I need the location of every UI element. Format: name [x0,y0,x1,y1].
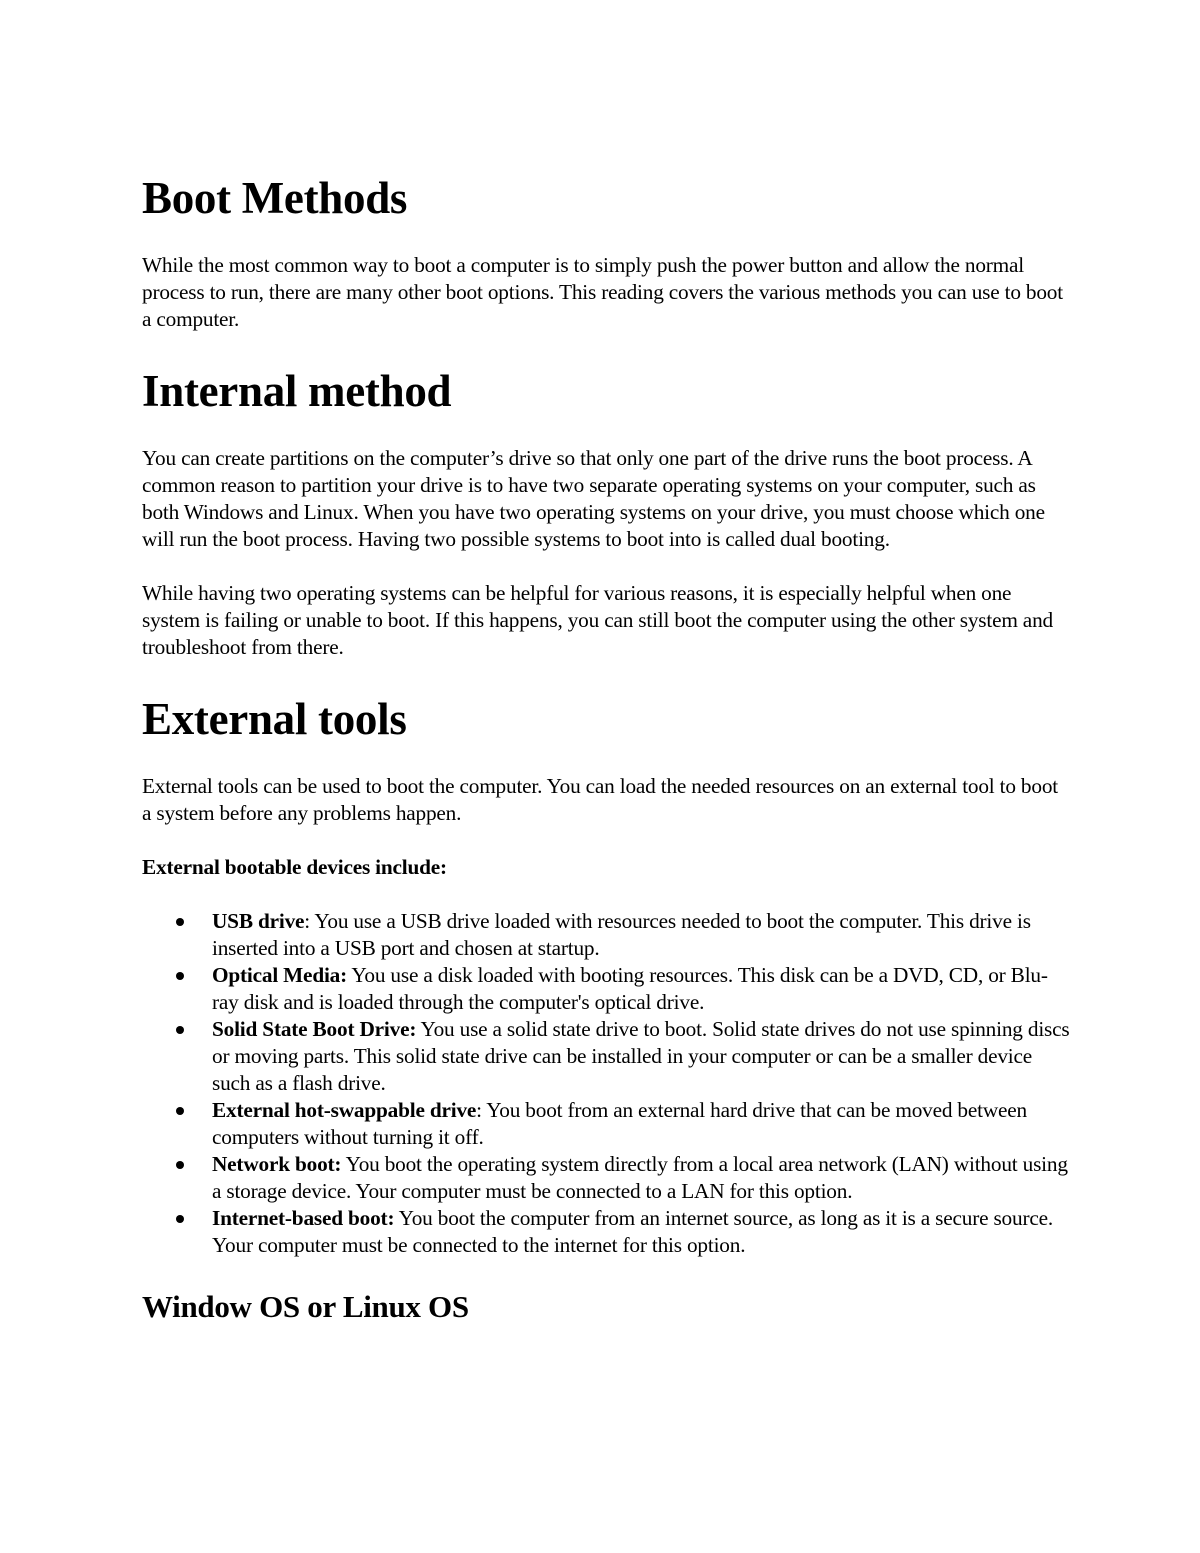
heading-window-os-or-linux-os: Window OS or Linux OS [142,1289,469,1324]
heading-internal-method: Internal method [142,366,452,416]
list-item-term: Internet-based boot: [212,1206,395,1230]
list-item-usb-drive [142,908,1072,962]
subheading-external-bootable-devices: External bootable devices include: [142,855,447,879]
bullet-icon [176,1026,184,1034]
paragraph-internal-method-2: While having two operating systems can be helpful for various reasons, it is especially helpful when one system is failing or unable to boot. If this happens, you can still boot the computer using the other system and troubleshoot from there. [142,581,1053,659]
paragraph-external-tools: External tools can be used to boot the computer. You can load the needed resources on an external tool to boot a system before any problems happen. [142,774,1058,825]
list-item-internet-based-boot [142,1205,1072,1259]
bullet-icon [176,1161,184,1169]
list-item-term: Optical Media: [212,963,348,987]
list-item-text: : You use a USB drive loaded with resources needed to boot the computer. This drive is inserted into a USB port and chosen at startup. [212,909,1031,960]
spacer [142,553,1072,580]
list-item-text: You use a solid state drive to boot. Solid state drives do not use spinning discs or moving parts. This solid state drive can be installed in your computer or can be a smaller device such as a flash drive. [212,1017,1070,1095]
list-item-solid-state-boot-drive [142,1016,1072,1097]
paragraph-boot-methods: While the most common way to boot a computer is to simply push the power button and allow the normal process to run, there are many other boot options. This reading covers the various methods you can use to boot a computer. [142,253,1063,331]
list-item-text: You boot the computer from an internet source, as long as it is a secure source. Your computer must be connected to the internet for this option. [212,1206,1053,1257]
list-item-term: External hot-swappable drive [212,1098,477,1122]
paragraph-internal-method-1: You can create partitions on the computer’s drive so that only one part of the drive runs the boot process. A common reason to partition your drive is to have two separate operating systems on your computer, such as both Windows and Linux. When you have two operating systems on your drive, you must choose which one will run the boot process. Having two possible systems to boot into is called dual booting. [142,446,1045,551]
list-item-term: Network boot: [212,1152,342,1176]
heading-external-tools: External tools [142,694,407,744]
list-item-text: You boot the operating system directly from a local area network (LAN) without using a storage device. Your computer must be connected to a LAN for this option. [212,1152,1068,1203]
bullet-icon [176,972,184,980]
list-item-term: Solid State Boot Drive: [212,1017,417,1041]
document-page [142,168,1072,1327]
list-item-text: : You boot from an external hard drive that can be moved between computers without turning it off. [212,1098,1027,1149]
list-item-network-boot [142,1151,1072,1205]
spacer [142,827,1072,854]
spacer [142,333,1072,361]
bullet-icon [176,1215,184,1223]
bullet-icon [176,918,184,926]
spacer [142,1259,1072,1287]
device-list [142,908,1072,1259]
heading-boot-methods: Boot Methods [142,173,408,223]
list-item-optical-media [142,962,1072,1016]
list-item-text: You use a disk loaded with booting resources. This disk can be a DVD, CD, or Blu-ray disk and is loaded through the computer's optical drive. [212,963,1048,1014]
spacer [142,661,1072,689]
list-item-term: USB drive [212,909,305,933]
bullet-icon [176,1107,184,1115]
list-item-external-hot-swappable-drive [142,1097,1072,1151]
